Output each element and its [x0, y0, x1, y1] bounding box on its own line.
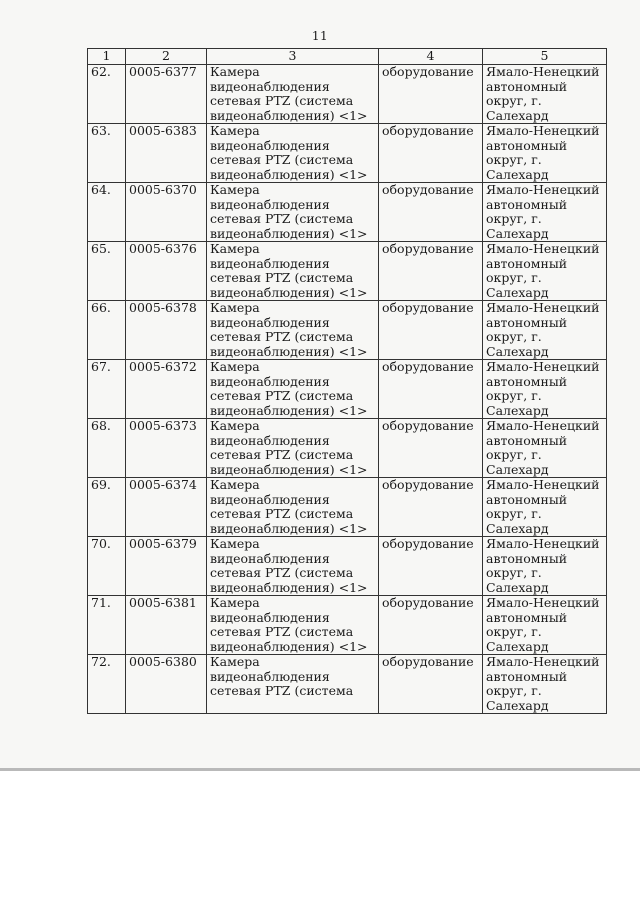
item-location: Ямало-Ненецкий автономный округ, г. Салехард: [483, 65, 607, 124]
item-location: Ямало-Ненецкий автономный округ, г. Салехард: [483, 596, 607, 655]
inventory-code: 0005-6383: [126, 124, 207, 183]
row-number: 64.: [88, 183, 126, 242]
column-header: 3: [207, 49, 379, 65]
scan-edge: [0, 768, 640, 771]
item-location: Ямало-Ненецкий автономный округ, г. Салехард: [483, 242, 607, 301]
table-row: [88, 183, 607, 242]
row-number: 71.: [88, 596, 126, 655]
inventory-code: 0005-6374: [126, 478, 207, 537]
item-type: оборудование: [379, 65, 483, 124]
item-name: Камера видеонаблюдения сетевая PTZ (система видеонаблюдения) <1>: [207, 124, 379, 183]
item-type: оборудование: [379, 183, 483, 242]
column-header: 4: [379, 49, 483, 65]
item-type: оборудование: [379, 655, 483, 714]
row-number: 69.: [88, 478, 126, 537]
inventory-code: 0005-6380: [126, 655, 207, 714]
item-name: Камера видеонаблюдения сетевая PTZ (система видеонаблюдения) <1>: [207, 242, 379, 301]
table-row: [88, 419, 607, 478]
table-row: [88, 242, 607, 301]
inventory-code: 0005-6372: [126, 360, 207, 419]
item-name: Камера видеонаблюдения сетевая PTZ (система видеонаблюдения) <1>: [207, 419, 379, 478]
row-number: 66.: [88, 301, 126, 360]
table-row: [88, 596, 607, 655]
item-location: Ямало-Ненецкий автономный округ, г. Салехард: [483, 419, 607, 478]
item-location: Ямало-Ненецкий автономный округ, г. Салехард: [483, 183, 607, 242]
row-number: 68.: [88, 419, 126, 478]
table-row: [88, 124, 607, 183]
item-type: оборудование: [379, 596, 483, 655]
row-number: 70.: [88, 537, 126, 596]
item-location: Ямало-Ненецкий автономный округ, г. Салехард: [483, 537, 607, 596]
column-header: 5: [483, 49, 607, 65]
item-location: Ямало-Ненецкий автономный округ, г. Салехард: [483, 655, 607, 714]
table-row: [88, 360, 607, 419]
item-name: Камера видеонаблюдения сетевая PTZ (система: [207, 655, 379, 714]
column-header: 1: [88, 49, 126, 65]
item-location: Ямало-Ненецкий автономный округ, г. Салехард: [483, 360, 607, 419]
inventory-code: 0005-6373: [126, 419, 207, 478]
equipment-table: [87, 48, 607, 714]
page-number: 11: [311, 29, 329, 43]
table-header-row: [88, 49, 607, 65]
inventory-code: 0005-6370: [126, 183, 207, 242]
table-row: [88, 537, 607, 596]
inventory-code: 0005-6378: [126, 301, 207, 360]
item-name: Камера видеонаблюдения сетевая PTZ (система видеонаблюдения) <1>: [207, 596, 379, 655]
inventory-code: 0005-6379: [126, 537, 207, 596]
row-number: 72.: [88, 655, 126, 714]
item-location: Ямало-Ненецкий автономный округ, г. Салехард: [483, 478, 607, 537]
inventory-code: 0005-6381: [126, 596, 207, 655]
item-name: Камера видеонаблюдения сетевая PTZ (система видеонаблюдения) <1>: [207, 65, 379, 124]
item-name: Камера видеонаблюдения сетевая PTZ (система видеонаблюдения) <1>: [207, 537, 379, 596]
inventory-code: 0005-6376: [126, 242, 207, 301]
item-type: оборудование: [379, 301, 483, 360]
row-number: 62.: [88, 65, 126, 124]
row-number: 63.: [88, 124, 126, 183]
item-name: Камера видеонаблюдения сетевая PTZ (система видеонаблюдения) <1>: [207, 183, 379, 242]
item-location: Ямало-Ненецкий автономный округ, г. Салехард: [483, 301, 607, 360]
item-location: Ямало-Ненецкий автономный округ, г. Салехард: [483, 124, 607, 183]
item-name: Камера видеонаблюдения сетевая PTZ (система видеонаблюдения) <1>: [207, 360, 379, 419]
item-type: оборудование: [379, 124, 483, 183]
inventory-code: 0005-6377: [126, 65, 207, 124]
item-type: оборудование: [379, 242, 483, 301]
item-name: Камера видеонаблюдения сетевая PTZ (система видеонаблюдения) <1>: [207, 478, 379, 537]
item-name: Камера видеонаблюдения сетевая PTZ (система видеонаблюдения) <1>: [207, 301, 379, 360]
item-type: оборудование: [379, 419, 483, 478]
column-header: 2: [126, 49, 207, 65]
table-row: [88, 301, 607, 360]
table-row: [88, 65, 607, 124]
item-type: оборудование: [379, 537, 483, 596]
table-row: [88, 478, 607, 537]
table-row: [88, 655, 607, 714]
item-type: оборудование: [379, 478, 483, 537]
row-number: 67.: [88, 360, 126, 419]
row-number: 65.: [88, 242, 126, 301]
item-type: оборудование: [379, 360, 483, 419]
